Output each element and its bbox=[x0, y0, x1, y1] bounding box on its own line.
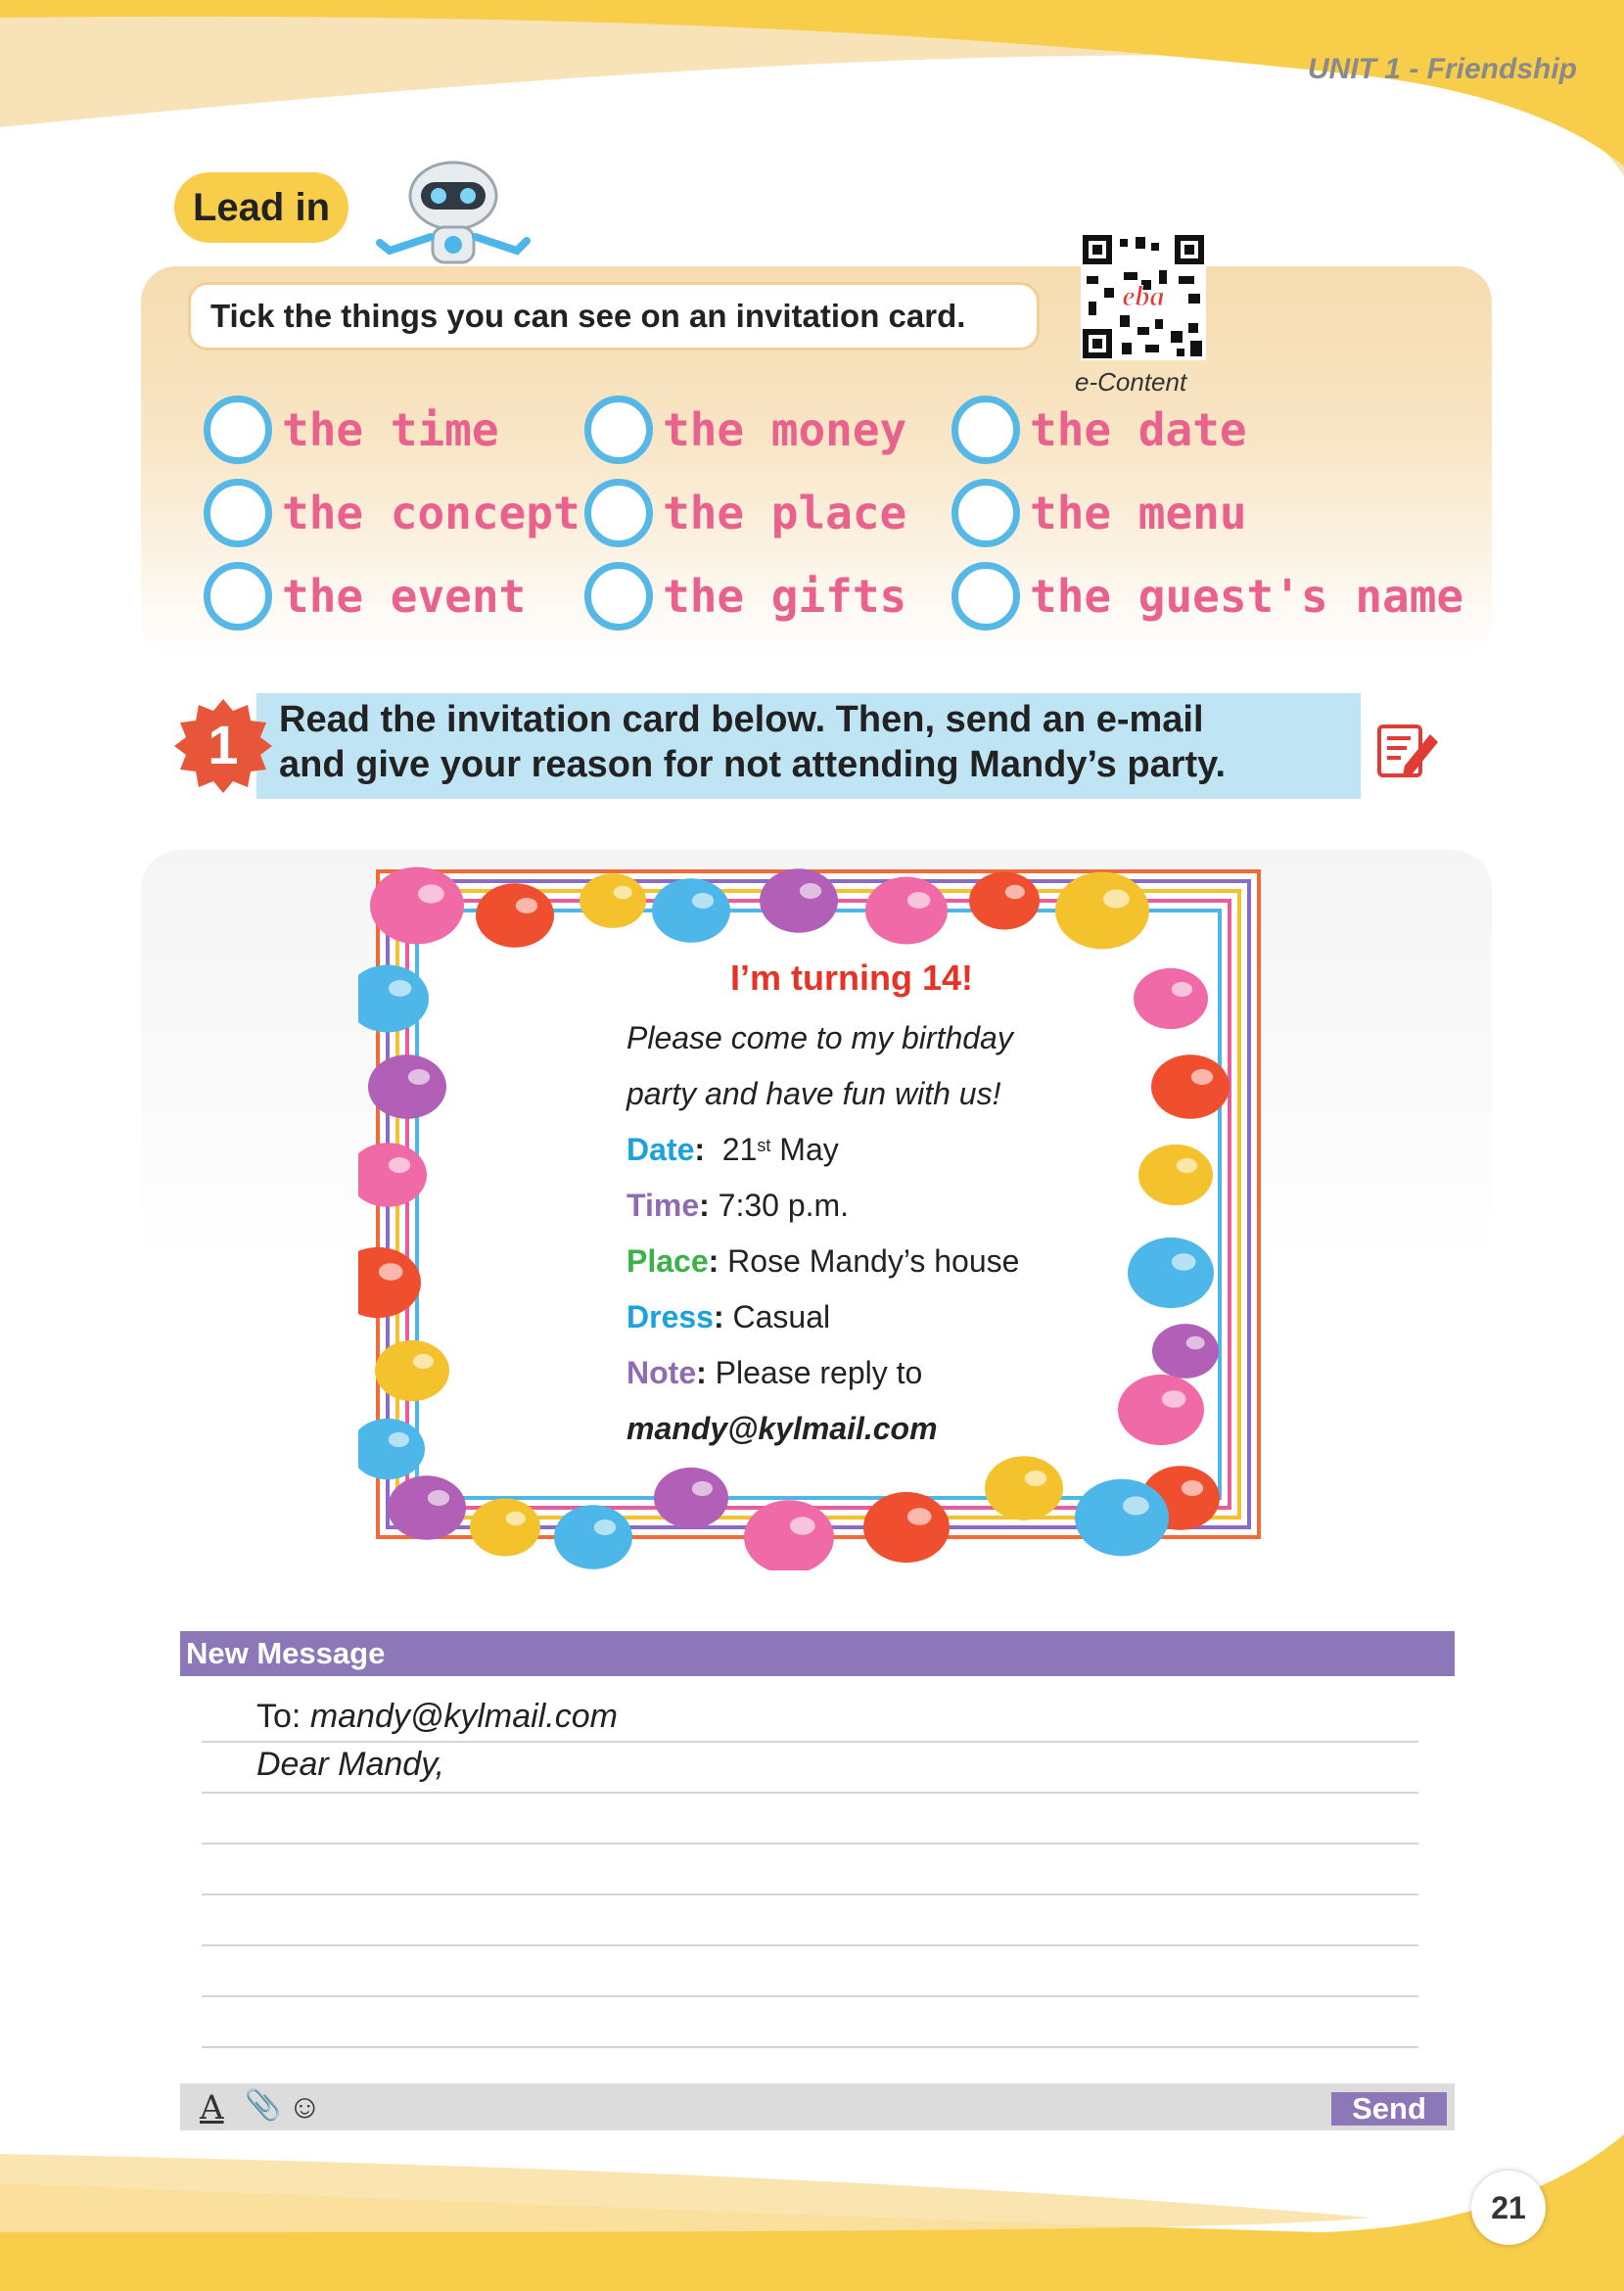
balloon bbox=[969, 871, 1040, 929]
balloon-highlight bbox=[1186, 1336, 1205, 1350]
balloon-highlight bbox=[907, 892, 931, 909]
option-checkbox[interactable] bbox=[951, 479, 1020, 547]
option-the-money[interactable] bbox=[584, 396, 906, 464]
place-label: Place bbox=[626, 1243, 709, 1279]
page-number: 21 bbox=[1471, 2171, 1546, 2245]
option-the-concept[interactable] bbox=[204, 479, 580, 547]
message-greeting[interactable]: Dear Mandy, bbox=[256, 1746, 445, 1783]
balloon bbox=[654, 1468, 728, 1528]
balloon-highlight bbox=[418, 884, 444, 903]
balloon bbox=[1055, 872, 1149, 950]
svg-text:eba: eba bbox=[1122, 280, 1165, 312]
note-label: Note bbox=[626, 1355, 697, 1390]
option-checkbox[interactable] bbox=[204, 562, 272, 631]
balloon-highlight bbox=[389, 1432, 409, 1447]
exercise-number: 1 bbox=[208, 714, 239, 775]
message-line[interactable] bbox=[202, 1894, 1418, 1895]
balloon bbox=[1152, 1324, 1219, 1379]
message-line[interactable] bbox=[202, 1792, 1418, 1794]
option-checkbox[interactable] bbox=[204, 396, 272, 464]
qr-code-icon bbox=[1081, 233, 1206, 360]
balloon-highlight bbox=[1177, 1158, 1197, 1173]
balloon bbox=[1075, 1479, 1169, 1557]
option-label: the guest's name bbox=[1030, 570, 1464, 623]
option-label: the concept bbox=[282, 487, 580, 539]
balloon bbox=[985, 1456, 1063, 1520]
smiley-icon[interactable]: ☺ bbox=[288, 2088, 322, 2126]
balloon-highlight bbox=[1172, 1253, 1196, 1271]
date-day: 21 bbox=[721, 1132, 758, 1167]
writing-edit-icon bbox=[1375, 721, 1440, 781]
option-checkbox[interactable] bbox=[584, 479, 653, 547]
balloon-highlight bbox=[1182, 1480, 1203, 1496]
balloon bbox=[1128, 1238, 1214, 1308]
balloon bbox=[760, 868, 838, 933]
message-header: New Message bbox=[180, 1631, 1455, 1676]
option-the-menu[interactable] bbox=[951, 479, 1247, 547]
option-checkbox[interactable] bbox=[584, 562, 653, 631]
message-to-row[interactable] bbox=[256, 1698, 618, 1736]
balloon bbox=[580, 873, 646, 928]
balloon-highlight bbox=[413, 1354, 434, 1369]
option-the-place[interactable] bbox=[584, 479, 906, 547]
balloon-highlight bbox=[790, 1517, 815, 1534]
message-line[interactable] bbox=[202, 1843, 1418, 1845]
econtent-label: e-Content bbox=[1075, 367, 1187, 397]
paperclip-icon[interactable]: 📎 bbox=[245, 2089, 282, 2122]
balloon bbox=[863, 1492, 950, 1563]
option-the-date[interactable] bbox=[951, 396, 1247, 464]
time-label: Time bbox=[626, 1188, 700, 1223]
date-suffix: st bbox=[757, 1136, 771, 1155]
option-checkbox[interactable] bbox=[951, 396, 1020, 464]
balloon-highlight bbox=[1103, 889, 1130, 908]
balloon-highlight bbox=[428, 1490, 449, 1506]
balloon-highlight bbox=[379, 1263, 403, 1281]
card-place-row: Place: Rose Mandy’s house bbox=[626, 1243, 1020, 1279]
card-note-row: Note: Please reply to bbox=[626, 1355, 923, 1390]
balloon bbox=[476, 883, 554, 948]
option-label: the date bbox=[1030, 403, 1247, 456]
top-page-decoration bbox=[0, 0, 1624, 176]
balloon bbox=[375, 1340, 449, 1401]
balloon bbox=[370, 867, 464, 945]
option-label: the gifts bbox=[663, 570, 907, 623]
card-line-1: Please come to my birthday bbox=[626, 1020, 1013, 1055]
time-value: 7:30 p.m. bbox=[718, 1188, 850, 1223]
option-the-time[interactable] bbox=[204, 396, 499, 464]
message-toolbar bbox=[180, 2083, 1455, 2130]
lead-in-label: Lead in bbox=[174, 172, 348, 243]
balloon-highlight bbox=[1172, 982, 1192, 997]
card-line-2: party and have fun with us! bbox=[626, 1076, 1001, 1111]
message-line bbox=[202, 1741, 1418, 1743]
message-line[interactable] bbox=[202, 2046, 1418, 2048]
exercise-instruction bbox=[279, 697, 1356, 787]
message-line[interactable] bbox=[202, 1995, 1418, 1997]
balloon-highlight bbox=[408, 1069, 430, 1085]
balloon-highlight bbox=[692, 1481, 713, 1496]
balloon bbox=[865, 877, 948, 945]
balloon-highlight bbox=[692, 893, 714, 909]
balloon-highlight bbox=[907, 1508, 932, 1525]
robot-mascot-icon bbox=[370, 157, 536, 269]
font-icon[interactable]: A bbox=[200, 2088, 224, 2127]
balloon bbox=[470, 1498, 540, 1556]
balloon bbox=[368, 1054, 446, 1119]
balloon-highlight bbox=[516, 898, 537, 913]
to-label: To: bbox=[256, 1698, 302, 1735]
option-label: the time bbox=[282, 403, 499, 456]
card-date-row: Date: 21st May bbox=[626, 1132, 839, 1167]
balloon bbox=[652, 878, 730, 943]
place-value: Rose Mandy’s house bbox=[727, 1243, 1020, 1279]
balloon bbox=[1118, 1375, 1204, 1445]
balloon bbox=[554, 1505, 632, 1569]
exercise-line-2: and give your reason for not attending Mandy’s party. bbox=[279, 744, 1227, 785]
lead-in-instruction: Tick the things you can see on an invitation card. bbox=[188, 282, 1040, 351]
note-value: Please reply to bbox=[715, 1355, 923, 1390]
option-label: the place bbox=[663, 487, 907, 539]
balloon bbox=[388, 1475, 466, 1540]
invitation-text bbox=[626, 958, 1087, 1457]
message-line[interactable] bbox=[202, 1944, 1418, 1946]
balloon-highlight bbox=[1123, 1496, 1149, 1515]
balloon bbox=[1151, 1054, 1230, 1119]
option-the-event[interactable] bbox=[204, 562, 526, 631]
option-label: the event bbox=[282, 570, 527, 623]
balloon-highlight bbox=[1162, 1390, 1186, 1408]
balloon-highlight bbox=[1005, 885, 1025, 899]
bottom-page-decoration bbox=[0, 2125, 1624, 2291]
option-label: the money bbox=[663, 403, 907, 456]
option-the-guests-name[interactable] bbox=[951, 562, 1463, 631]
balloon-highlight bbox=[594, 1520, 616, 1535]
option-checkbox[interactable] bbox=[951, 562, 1020, 631]
balloon bbox=[1134, 968, 1208, 1029]
unit-title: UNIT 1 - Friendship bbox=[1307, 53, 1577, 85]
balloon-highlight bbox=[614, 886, 632, 900]
card-time-row: Time: 7:30 p.m. bbox=[626, 1188, 850, 1223]
option-checkbox[interactable] bbox=[584, 396, 653, 464]
dress-value: Casual bbox=[732, 1299, 831, 1334]
option-the-gifts[interactable] bbox=[584, 562, 906, 631]
balloon-highlight bbox=[506, 1512, 526, 1525]
balloon bbox=[1138, 1145, 1213, 1205]
balloon-highlight bbox=[800, 883, 821, 899]
send-button[interactable]: Send bbox=[1331, 2092, 1447, 2126]
option-checkbox[interactable] bbox=[204, 479, 272, 547]
card-title: I’m turning 14! bbox=[729, 958, 973, 998]
balloon-highlight bbox=[389, 1157, 410, 1173]
exercise-number-badge bbox=[174, 697, 272, 795]
card-email: mandy@kylmail.com bbox=[626, 1411, 938, 1446]
to-address: mandy@kylmail.com bbox=[309, 1698, 618, 1735]
dress-label: Dress bbox=[626, 1299, 714, 1334]
exercise-line-1: Read the invitation card below. Then, send an e-mail bbox=[279, 699, 1204, 740]
date-month: May bbox=[779, 1132, 839, 1167]
option-label: the menu bbox=[1030, 487, 1247, 539]
balloon-highlight bbox=[1025, 1471, 1046, 1486]
date-label: Date bbox=[626, 1132, 695, 1167]
balloon-highlight bbox=[389, 980, 412, 997]
balloon-highlight bbox=[1191, 1069, 1213, 1085]
card-dress-row: Dress: Casual bbox=[626, 1299, 831, 1334]
